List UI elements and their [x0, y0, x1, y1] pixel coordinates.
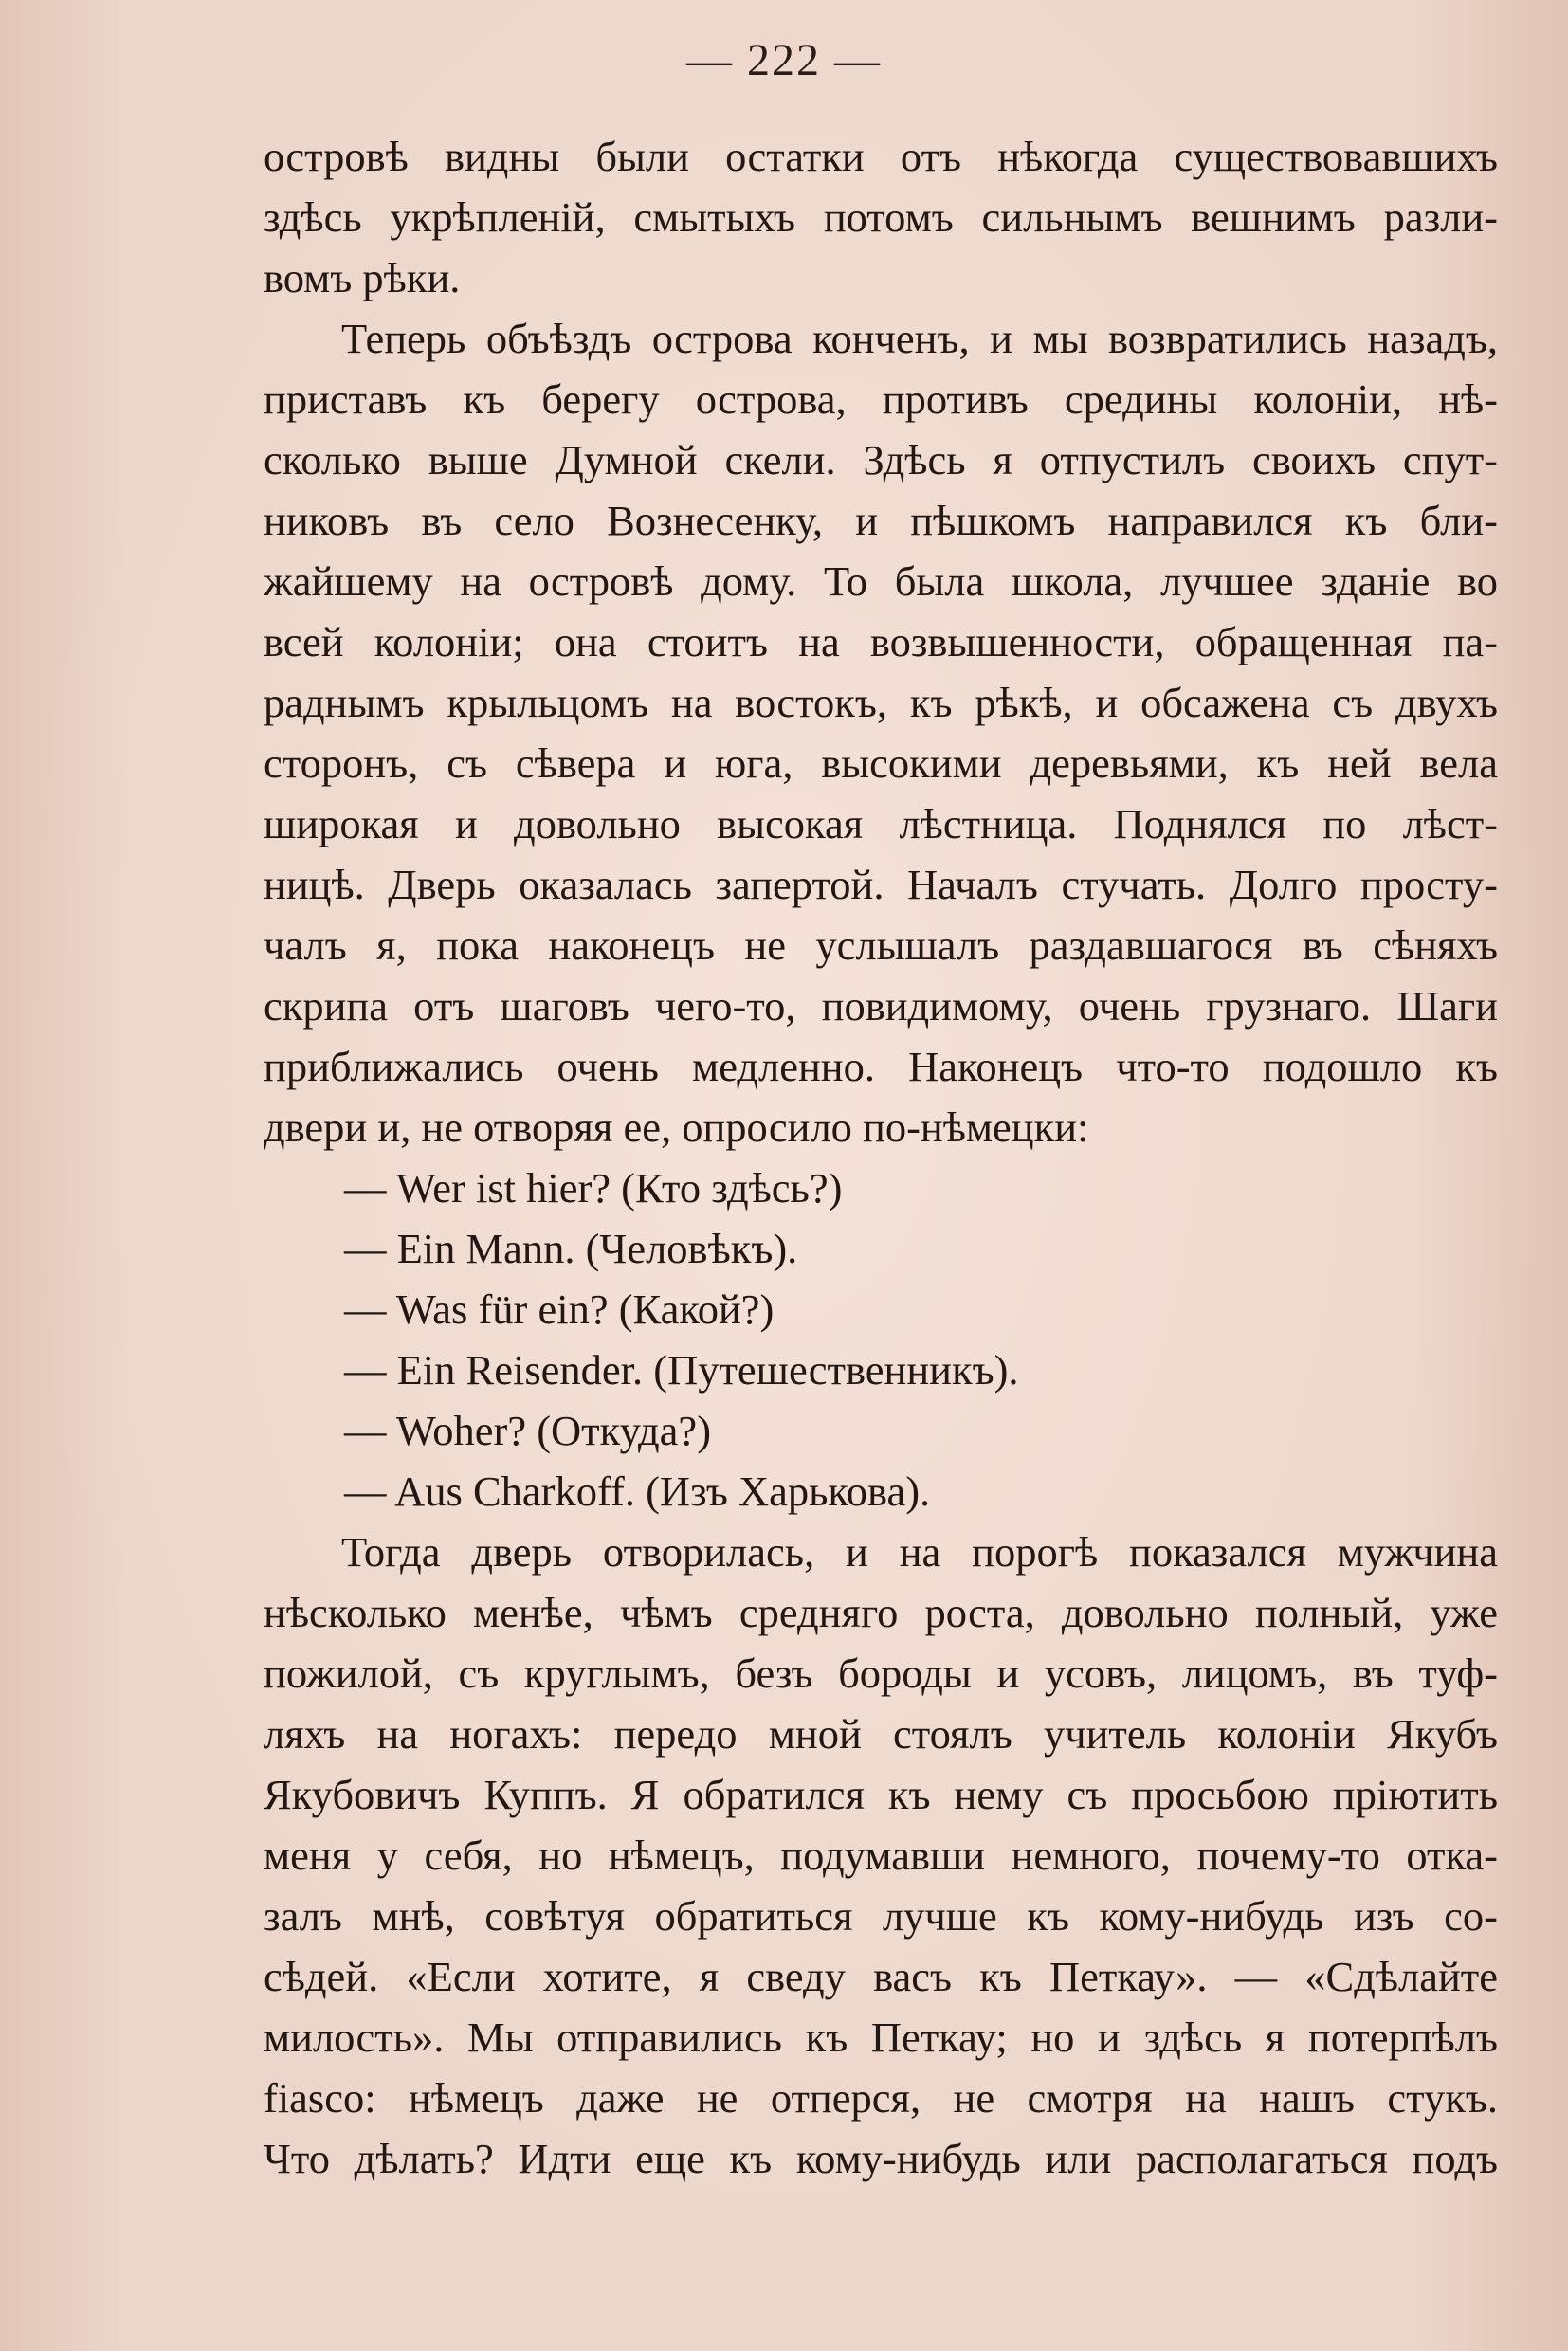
text-line: ляхъ на ногахъ: передо мной стоялъ учитель колоніи Якубъ	[264, 1710, 1498, 1758]
text-line: — Ein Reisender. (Путешественникъ).	[344, 1346, 1019, 1394]
text-line: нѣсколько менѣе, чѣмъ средняго роста, довольно полный, уже	[264, 1589, 1498, 1636]
text-line: сторонъ, съ сѣвера и юга, высокими деревьями, къ ней вела	[264, 739, 1498, 787]
text-line: приближались очень медленно. Наконецъ что-то подошло къ	[264, 1043, 1498, 1090]
text-line: Что дѣлать? Идти еще къ кому-нибудь или располагаться подъ	[264, 2135, 1498, 2182]
text-line: Якубовичъ Куппъ. Я обратился къ нему съ просьбою пріютить	[264, 1771, 1498, 1818]
text-line: приставъ къ берегу острова, противъ средины колоніи, нѣ-	[264, 375, 1498, 423]
page-number: — 222 —	[686, 35, 882, 85]
text-line: сѣдей. «Если хотите, я сведу васъ къ Петкау». — «Сдѣлайте	[264, 1953, 1498, 2000]
text-line: — Was für ein? (Какой?)	[344, 1285, 775, 1333]
text-line: Тогда дверь отворилась, и на порогѣ показался мужчина	[341, 1528, 1498, 1576]
text-line: меня у себя, но нѣмецъ, подумавши немного, почему-то отка-	[264, 1832, 1498, 1879]
text-line: ницѣ. Дверь оказалась запертой. Началъ стучать. Долго просту-	[264, 861, 1498, 908]
text-line: чалъ я, пока наконецъ не услышалъ раздавшагося въ сѣняхъ	[264, 921, 1498, 969]
text-line: островѣ видны были остатки отъ нѣкогда существовавшихъ	[264, 133, 1498, 180]
text-line: никовъ въ село Вознесенку, и пѣшкомъ направился къ бли-	[264, 497, 1498, 544]
text-line: — Ein Mann. (Человѣкъ).	[344, 1225, 798, 1272]
text-line: — Wer ist hier? (Кто здѣсь?)	[344, 1164, 843, 1212]
text-line: милость». Мы отправились къ Петкау; но и здѣсь я потерпѣлъ	[264, 2014, 1498, 2061]
text-line: здѣсь укрѣпленій, смытыхъ потомъ сильнымъ вешнимъ разли-	[264, 193, 1498, 241]
text-line: — Aus Charkoff. (Изъ Харькова).	[344, 1467, 931, 1515]
text-line: — Woher? (Откуда?)	[344, 1407, 712, 1454]
text-line: пожилой, съ круглымъ, безъ бороды и усовъ, лицомъ, въ туф-	[264, 1649, 1498, 1697]
text-line: fiasco: нѣмецъ даже не отперся, не смотря на нашъ стукъ.	[264, 2074, 1498, 2122]
text-line: широкая и довольно высокая лѣстница. Поднялся по лѣст-	[264, 800, 1498, 847]
text-line: двери и, не отворяя ее, опросило по-нѣмецки:	[264, 1103, 1089, 1151]
text-line: сколько выше Думной скели. Здѣсь я отпустилъ своихъ спут-	[264, 436, 1498, 483]
text-line: залъ мнѣ, совѣтуя обратиться лучше къ кому-нибудь изъ со-	[264, 1892, 1498, 1940]
text-line: вомъ рѣки.	[264, 254, 461, 301]
text-line: жайшему на островѣ дому. То была школа, лучшее зданіе во	[264, 557, 1498, 605]
text-line: раднымъ крыльцомъ на востокъ, къ рѣкѣ, и обсажена съ двухъ	[264, 679, 1498, 726]
text-line: всей колоніи; она стоитъ на возвышенности, обращенная па-	[264, 618, 1498, 665]
text-line: скрипа отъ шаговъ чего-то, повидимому, очень грузнаго. Шаги	[264, 982, 1498, 1030]
body-text	[264, 126, 1498, 2189]
text-line: Теперь объѣздъ острова конченъ, и мы возвратились назадъ,	[341, 315, 1498, 362]
